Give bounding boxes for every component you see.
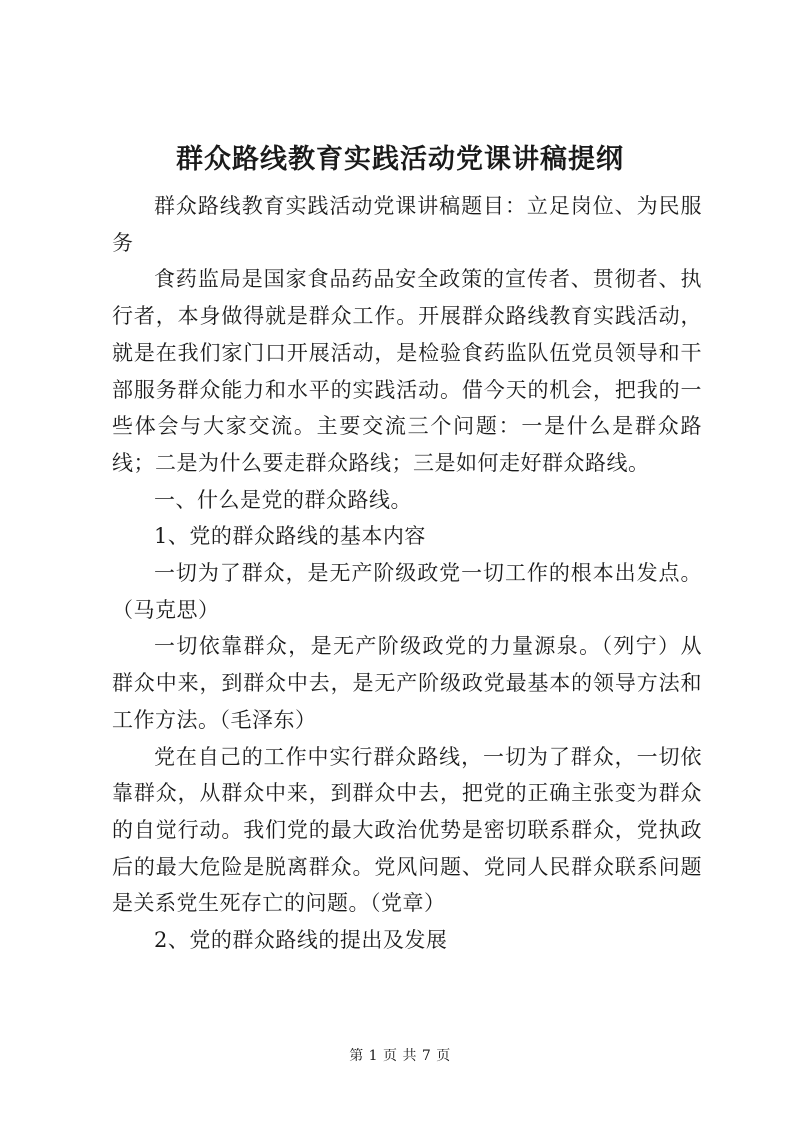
paragraph-topic: 群众路线教育实践活动党课讲稿题目：立足岗位、为民服务 bbox=[112, 194, 702, 255]
section-heading-1: 一、什么是党的群众路线。 bbox=[154, 487, 412, 512]
paragraph-quote-marx: 一切为了群众，是无产阶级政党一切工作的根本出发点。（马克思） bbox=[112, 561, 702, 622]
subsection-heading-1: 1、党的群众路线的基本内容 bbox=[154, 524, 426, 549]
document-body bbox=[112, 188, 702, 959]
paragraph-quote-lenin-mao: 一切依靠群众，是无产阶级政党的力量源泉。（列宁）从群众中来，到群众中去，是无产阶级政党最基本的领导方法和工作方法。（毛泽东） bbox=[112, 634, 702, 732]
paragraph-intro: 食药监局是国家食品药品安全政策的宣传者、贯彻者、执行者，本身做得就是群众工作。开展群众路线教育实践活动，就是在我们家门口开展活动，是检验食药监队伍党员领导和干部服务群众能力和水平的实践活动。借今天的机会，把我的一些体会与大家交流。主要交流三个问题：一是什么是群众路线；二是为什么要走群众路线；三是如何走好群众路线。 bbox=[112, 267, 702, 475]
paragraph-party-constitution: 党在自己的工作中实行群众路线，一切为了群众，一切依靠群众，从群众中来，到群众中去，把党的正确主张变为群众的自觉行动。我们党的最大政治优势是密切联系群众，党执政后的最大危险是脱离群众。党风问题、党同人民群众联系问题是关系党生死存亡的问题。（党章） bbox=[112, 744, 702, 916]
document-title: 群众路线教育实践活动党课讲稿提纲 bbox=[176, 144, 624, 175]
subsection-heading-2: 2、党的群众路线的提出及发展 bbox=[154, 928, 448, 953]
page-number-footer: 第 1 页 共 7 页 bbox=[349, 1048, 451, 1064]
